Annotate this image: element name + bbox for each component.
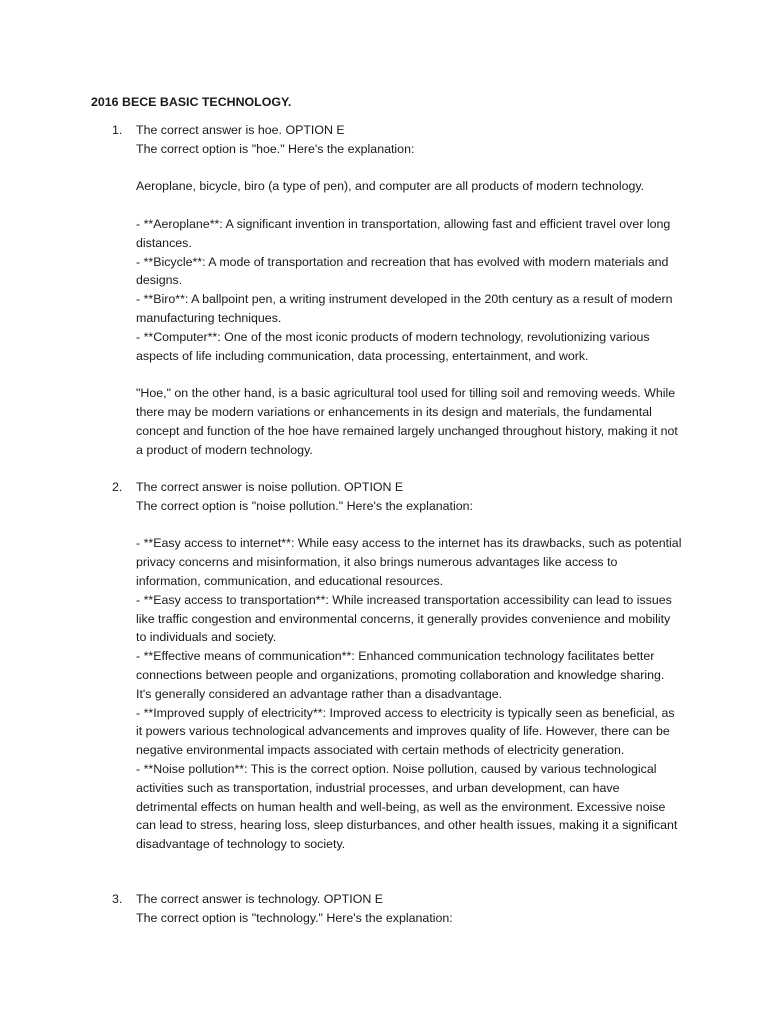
item-body	[136, 890, 682, 928]
intro-paragraph: Aeroplane, bicycle, biro (a type of pen), and computer are all products of modern technology.	[136, 179, 645, 194]
answer-line: The correct answer is technology. OPTION E	[136, 892, 383, 906]
explanation-point: - **Computer**: One of the most iconic products of modern technology, revolutionizing various aspects of life including communication, data processing, entertainment, and work.	[136, 329, 650, 363]
spacer	[136, 365, 682, 384]
answer-line: The correct answer is noise pollution. OPTION E	[136, 480, 404, 494]
item-number: 1.	[112, 123, 123, 137]
document-title: 2016 BECE BASIC TECHNOLOGY.	[91, 95, 292, 109]
answer-line: The correct answer is hoe. OPTION E	[136, 123, 345, 137]
spacer	[136, 516, 682, 535]
explanation-point: - **Biro**: A ballpoint pen, a writing instrument developed in the 20th century as a result of modern manufacturing techniques.	[136, 292, 673, 325]
explanation-point: - **Easy access to transportation**: While increased transportation accessibility can lead to issues like traffic congestion and environmental concerns, it generally provides convenience and mobility to individuals and society.	[136, 592, 672, 645]
option-line: The correct option is "noise pollution." Here's the explanation:	[136, 498, 473, 513]
explanation-point: - **Bicycle**: A mode of transportation and recreation that has evolved with modern materials and designs.	[136, 254, 669, 288]
explanation-point: - **Noise pollution**: This is the correct option. Noise pollution, caused by various technological activities such as transportation, industrial processes, and urban development, can have detrimental effects on human health and well-being, as well as the environment. Excessive noise can lead to stress, hearing loss, sleep disturbances, and other health issues, making it a significant disadvantage of technology to society.	[136, 761, 678, 852]
explanation-point: - **Improved supply of electricity**: Improved access to electricity is typically seen as beneficial, as it powers various technological advancements and improves quality of life. However, there can be negative environmental impacts associated with certain methods of electricity generation.	[136, 705, 675, 758]
explanation-point: - **Aeroplane**: A significant invention in transportation, allowing fast and efficient travel over long distances.	[136, 216, 671, 250]
explanation-point: - **Effective means of communication**: Enhanced communication technology facilitates better connections between people and organizations, promoting collaboration and knowledge sharing. It's generally considered an advantage rather than a disadvantage.	[136, 649, 665, 701]
item-number: 2.	[112, 480, 123, 494]
item-number: 3.	[112, 892, 123, 906]
option-line: The correct option is "hoe." Here's the explanation:	[136, 141, 415, 156]
conclusion-paragraph: "Hoe," on the other hand, is a basic agricultural tool used for tilling soil and removing weeds. While there may be modern variations or enhancements in its design and materials, the fundamental concept and function of the hoe have remained largely unchanged throughout history, making it not a product of modern technology.	[136, 386, 678, 457]
item-body	[136, 478, 682, 854]
spacer	[136, 159, 682, 178]
explanation-point: - **Easy access to internet**: While easy access to the internet has its drawbacks, such as potential privacy concerns and misinformation, it also brings numerous advantages like access to information, communication, and educational resources.	[136, 536, 682, 588]
spacer	[136, 196, 682, 215]
option-line: The correct option is "technology." Here's the explanation:	[136, 910, 453, 925]
item-body	[136, 121, 682, 459]
